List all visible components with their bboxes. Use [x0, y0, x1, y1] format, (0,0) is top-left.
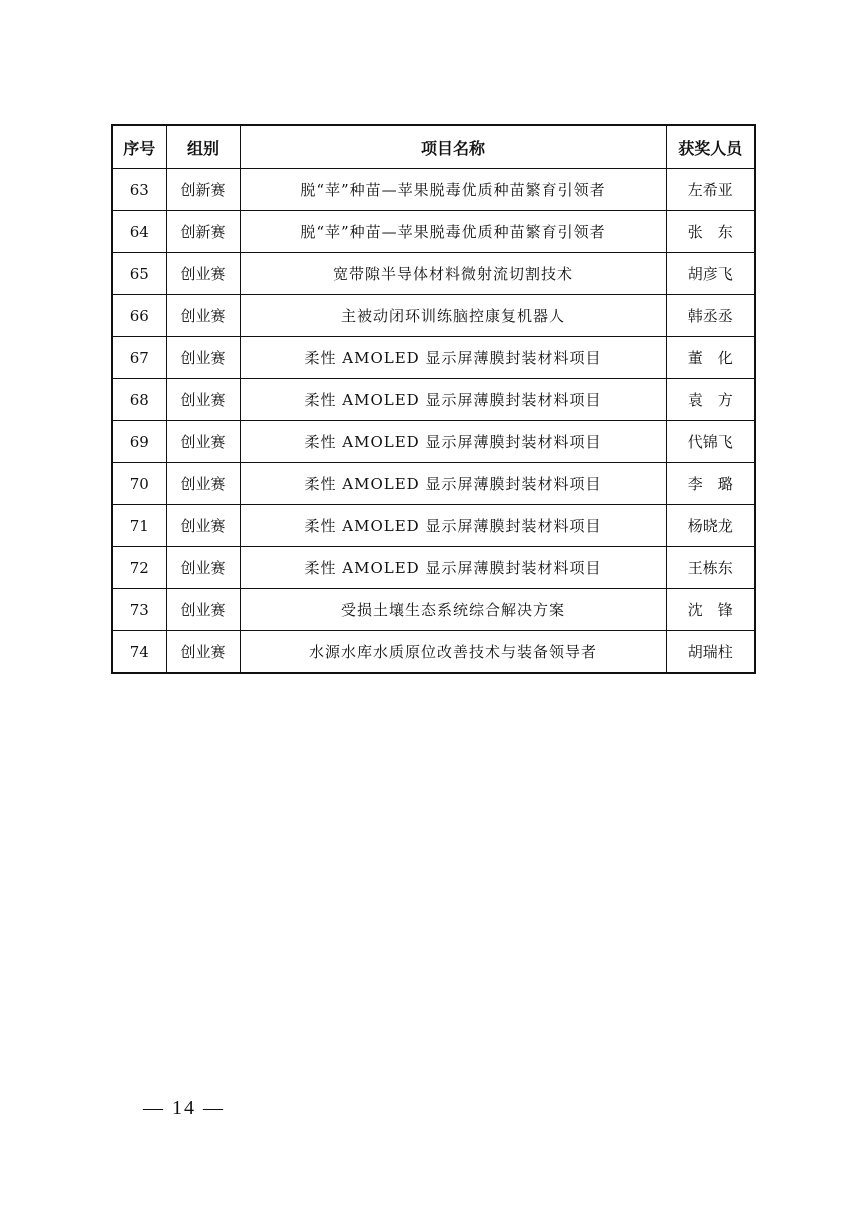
row-winner: 左希亚: [666, 169, 755, 211]
row-project: 柔性 AMOLED 显示屏薄膜封装材料项目: [240, 463, 666, 505]
table-row: [112, 589, 755, 631]
page-number: — 14 —: [143, 1097, 225, 1119]
row-winner: 张 东: [666, 211, 755, 253]
row-winner: 胡彦飞: [666, 253, 755, 295]
table-header-row: [112, 125, 755, 169]
row-index: 68: [112, 379, 166, 421]
row-winner: 杨晓龙: [666, 505, 755, 547]
row-project: 柔性 AMOLED 显示屏薄膜封装材料项目: [240, 547, 666, 589]
row-index: 67: [112, 337, 166, 379]
row-group: 创业赛: [166, 379, 240, 421]
row-group: 创业赛: [166, 463, 240, 505]
row-index: 72: [112, 547, 166, 589]
row-index: 64: [112, 211, 166, 253]
table-row: [112, 253, 755, 295]
table-row: [112, 631, 755, 674]
row-index: 73: [112, 589, 166, 631]
table-row: [112, 169, 755, 211]
row-winner: 王栋东: [666, 547, 755, 589]
row-project: 柔性 AMOLED 显示屏薄膜封装材料项目: [240, 337, 666, 379]
table-row: [112, 463, 755, 505]
row-winner: 沈 锋: [666, 589, 755, 631]
row-project: 柔性 AMOLED 显示屏薄膜封装材料项目: [240, 379, 666, 421]
row-group: 创业赛: [166, 547, 240, 589]
table-row: [112, 295, 755, 337]
header-group: 组别: [166, 125, 240, 169]
row-winner: 胡瑞柱: [666, 631, 755, 674]
row-index: 66: [112, 295, 166, 337]
row-winner: 董 化: [666, 337, 755, 379]
row-group: 创新赛: [166, 211, 240, 253]
row-project: 主被动闭环训练脑控康复机器人: [240, 295, 666, 337]
table-row: [112, 421, 755, 463]
row-index: 74: [112, 631, 166, 674]
row-index: 69: [112, 421, 166, 463]
row-project: 水源水库水质原位改善技术与装备领导者: [240, 631, 666, 674]
row-group: 创业赛: [166, 421, 240, 463]
row-index: 63: [112, 169, 166, 211]
row-winner: 代锦飞: [666, 421, 755, 463]
row-group: 创业赛: [166, 631, 240, 674]
row-group: 创业赛: [166, 295, 240, 337]
row-index: 70: [112, 463, 166, 505]
row-group: 创业赛: [166, 253, 240, 295]
row-project: 柔性 AMOLED 显示屏薄膜封装材料项目: [240, 421, 666, 463]
header-winner: 获奖人员: [666, 125, 755, 169]
row-project: 脱“苹”种苗—苹果脱毒优质种苗繁育引领者: [240, 211, 666, 253]
row-winner: 袁 方: [666, 379, 755, 421]
award-table: [111, 124, 756, 674]
row-group: 创新赛: [166, 169, 240, 211]
header-project: 项目名称: [240, 125, 666, 169]
row-index: 65: [112, 253, 166, 295]
row-project: 脱“苹”种苗—苹果脱毒优质种苗繁育引领者: [240, 169, 666, 211]
table-row: [112, 505, 755, 547]
row-index: 71: [112, 505, 166, 547]
row-winner: 韩丞丞: [666, 295, 755, 337]
row-group: 创业赛: [166, 505, 240, 547]
row-group: 创业赛: [166, 337, 240, 379]
table-row: [112, 547, 755, 589]
table-row: [112, 337, 755, 379]
row-group: 创业赛: [166, 589, 240, 631]
row-project: 宽带隙半导体材料微射流切割技术: [240, 253, 666, 295]
row-project: 受损土壤生态系统综合解决方案: [240, 589, 666, 631]
table-row: [112, 379, 755, 421]
row-project: 柔性 AMOLED 显示屏薄膜封装材料项目: [240, 505, 666, 547]
table-row: [112, 211, 755, 253]
header-index: 序号: [112, 125, 166, 169]
row-winner: 李 璐: [666, 463, 755, 505]
